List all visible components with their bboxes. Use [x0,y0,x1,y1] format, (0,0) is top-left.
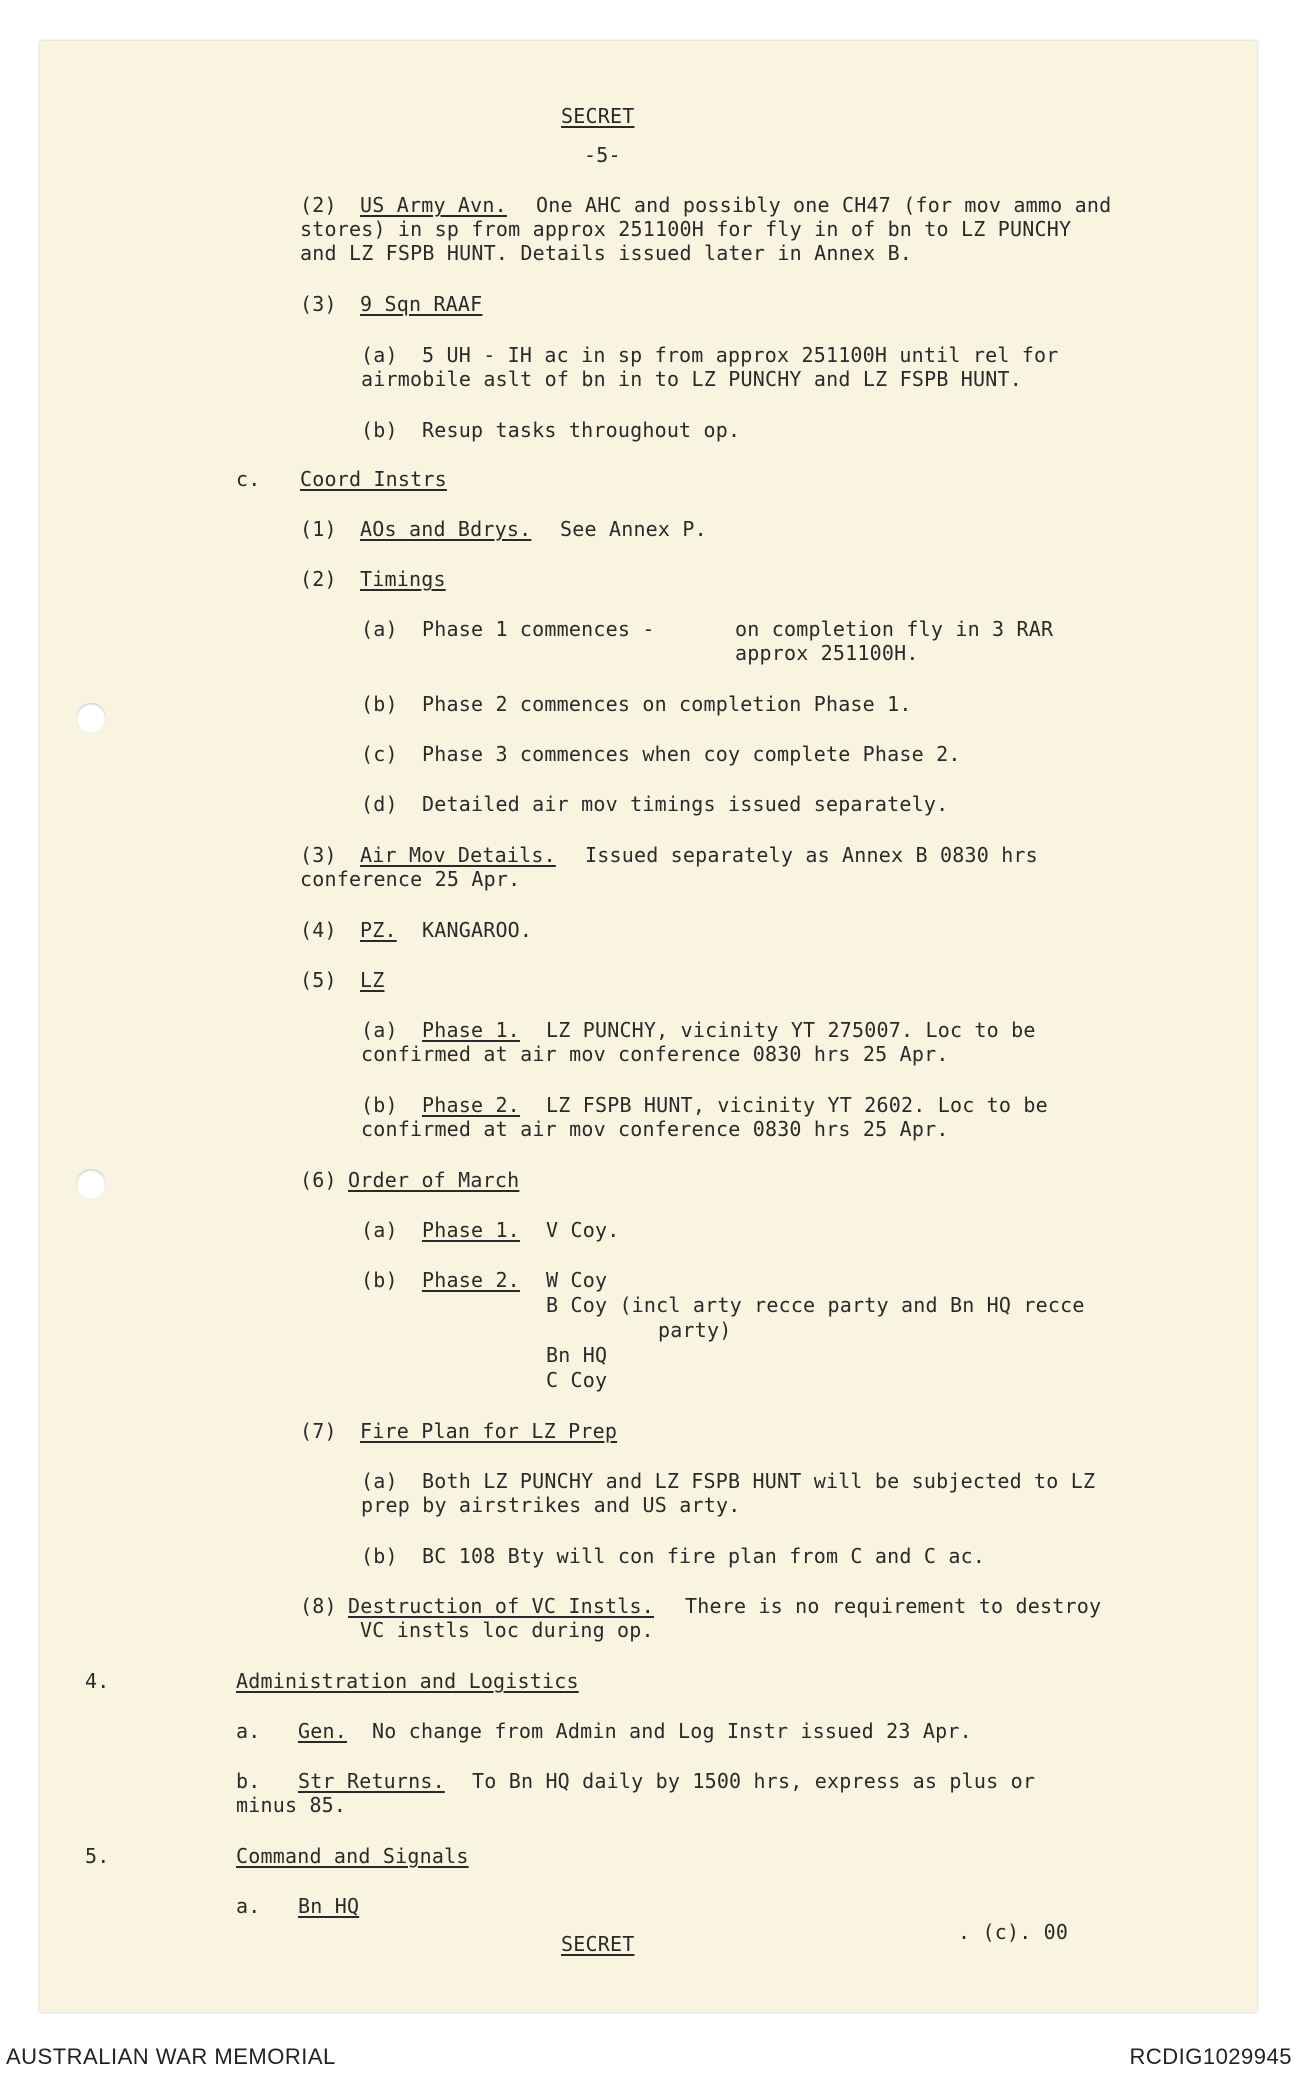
para-title: PZ. [360,918,397,942]
para-text: No change from Admin and Log Instr issued 23 Apr. [372,1719,972,1743]
para-text: One AHC and possibly one CH47 (for mov ammo and [536,193,1112,217]
subpara-number: (b) [361,418,398,442]
subpara-number: (b) [361,692,398,716]
para-text: There is no requirement to destroy [685,1594,1102,1618]
subpara-text: airmobile aslt of bn in to LZ PUNCHY and LZ FSPB HUNT. [361,367,1023,391]
para-number: (5) [300,968,337,992]
para-title: Gen. [298,1719,347,1743]
subpara-text: prep by airstrikes and US arty. [361,1493,741,1517]
punch-hole [76,1169,106,1199]
subpara-text: Both LZ PUNCHY and LZ FSPB HUNT will be subjected to LZ [422,1469,1096,1493]
subpara-text: Phase 1 commences - [422,617,655,641]
section-letter: a. [236,1894,261,1918]
para-title: US Army Avn. [360,193,507,217]
section-number: 5. [85,1844,110,1868]
para-number: (3) [300,843,337,867]
subpara-number: (c) [361,742,398,766]
para-number: (8) [300,1594,337,1618]
subpara-text: Phase 2 commences on completion Phase 1. [422,692,912,716]
para-number: (7) [300,1419,337,1443]
subpara-text: confirmed at air mov conference 0830 hrs 25 Apr. [361,1042,949,1066]
subpara-text: V Coy. [546,1218,620,1242]
para-number: (3) [300,292,337,316]
para-number: (2) [300,193,337,217]
para-text: and LZ FSPB HUNT. Details issued later in Annex B. [300,241,913,265]
march-order-item: C Coy [546,1368,608,1392]
section-title: Administration and Logistics [236,1669,579,1693]
para-text: See Annex P. [560,517,707,541]
para-text: KANGAROO. [422,918,533,942]
section-title: Command and Signals [236,1844,469,1868]
march-order-item: B Coy (incl arty recce party and Bn HQ recce [546,1293,1085,1317]
punch-hole [76,703,106,733]
march-order-item: W Coy [546,1268,608,1292]
para-text: conference 25 Apr. [300,867,521,891]
section-letter: a. [236,1719,261,1743]
para-title: Timings [360,567,446,591]
subpara-text: LZ FSPB HUNT, vicinity YT 2602. Loc to be [546,1093,1048,1117]
watermark-left: AUSTRALIAN WAR MEMORIAL [6,2044,336,2069]
para-title: Fire Plan for LZ Prep [360,1419,618,1443]
subpara-title: Phase 2. [422,1093,520,1117]
para-number: (6) [300,1168,337,1192]
classification-footer: SECRET [561,1932,635,1956]
section-title: Coord Instrs [300,467,447,491]
subpara-text: Resup tasks throughout op. [422,418,741,442]
subpara-number: (b) [361,1544,398,1568]
subpara-number: (a) [361,617,398,641]
subpara-title: Phase 1. [422,1218,520,1242]
para-title: Air Mov Details. [360,843,556,867]
para-title: Str Returns. [298,1769,445,1793]
para-title: Order of March [348,1168,520,1192]
subpara-text: LZ PUNCHY, vicinity YT 275007. Loc to be [546,1018,1036,1042]
continuation-marker: . (c). 00 [958,1920,1069,1944]
subpara-text: Detailed air mov timings issued separately. [422,792,949,816]
subpara-number: (a) [361,1469,398,1493]
march-order-item: party) [658,1318,732,1342]
subpara-number: (a) [361,1018,398,1042]
section-letter: b. [236,1769,261,1793]
subpara-number: (a) [361,1218,398,1242]
para-title: AOs and Bdrys. [360,517,532,541]
subpara-number: (d) [361,792,398,816]
subpara-text: BC 108 Bty will con fire plan from C and C ac. [422,1544,986,1568]
subpara-text: on completion fly in 3 RAR [735,617,1054,641]
para-title: Destruction of VC Instls. [348,1594,655,1618]
para-text: stores) in sp from approx 251100H for fly in of bn to LZ PUNCHY [300,217,1072,241]
classification-header: SECRET [561,104,635,128]
section-letter: c. [236,467,261,491]
subpara-text: 5 UH - IH ac in sp from approx 251100H until rel for [422,343,1059,367]
subpara-title: Phase 1. [422,1018,520,1042]
para-title: 9 Sqn RAAF [360,292,483,316]
subpara-text: confirmed at air mov conference 0830 hrs 25 Apr. [361,1117,949,1141]
section-number: 4. [85,1669,110,1693]
para-number: (4) [300,918,337,942]
page-number: -5- [584,143,621,167]
subpara-title: Phase 2. [422,1268,520,1292]
para-text: minus 85. [236,1793,347,1817]
subpara-text: Phase 3 commences when coy complete Phase 2. [422,742,961,766]
para-number: (2) [300,567,337,591]
subpara-number: (b) [361,1093,398,1117]
subpara-number: (a) [361,343,398,367]
para-number: (1) [300,517,337,541]
subpara-text: approx 251100H. [735,641,919,665]
watermark-right: RCDIG1029945 [1129,2044,1292,2069]
subpara-number: (b) [361,1268,398,1292]
para-text: Issued separately as Annex B 0830 hrs [585,843,1038,867]
para-text: To Bn HQ daily by 1500 hrs, express as plus or [472,1769,1036,1793]
para-title: Bn HQ [298,1894,360,1918]
para-title: LZ [360,968,385,992]
march-order-item: Bn HQ [546,1343,608,1367]
para-text: VC instls loc during op. [360,1618,654,1642]
